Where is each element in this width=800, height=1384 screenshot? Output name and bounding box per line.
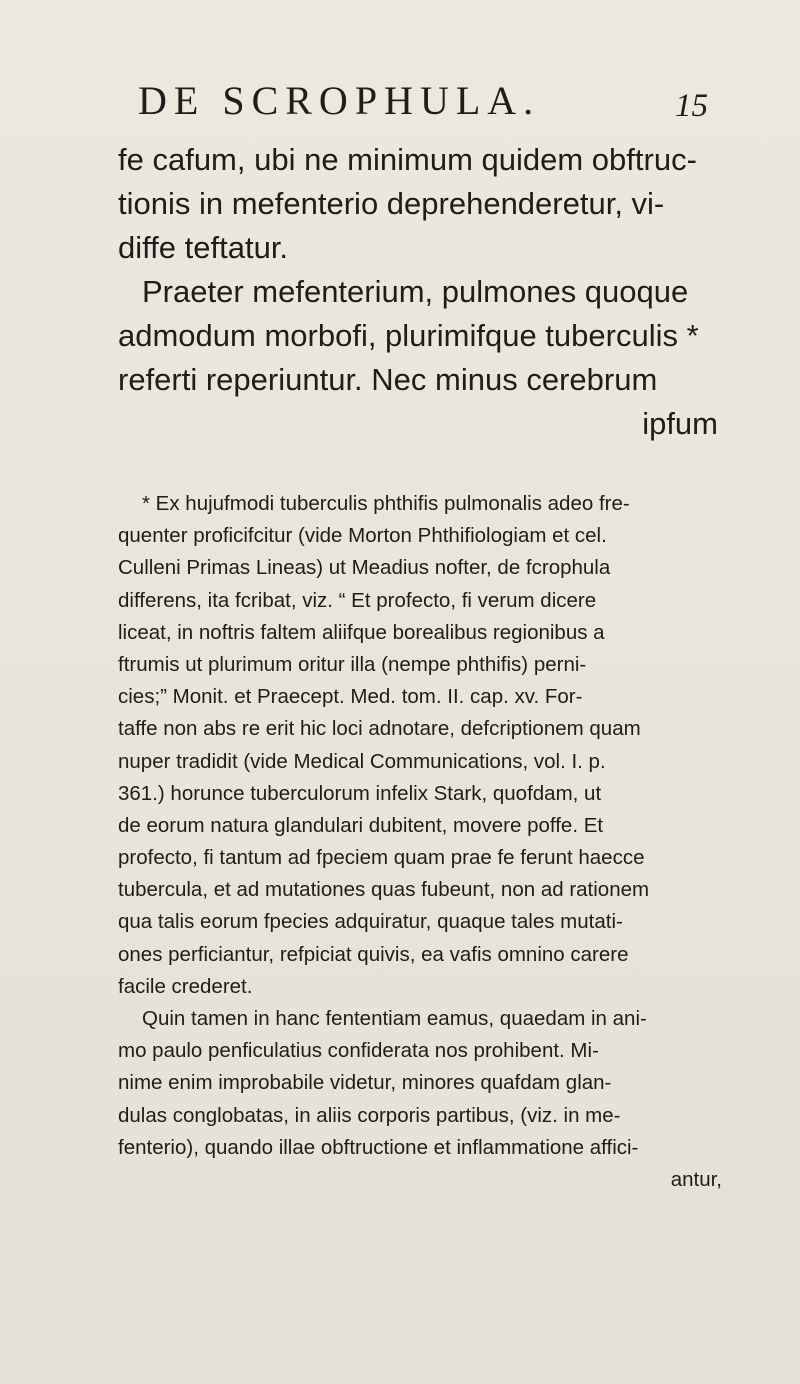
footnote-line: cies;” Monit. et Praecept. Med. tom. II. cap. xv. For- (118, 685, 583, 709)
footnote-line: liceat, in noftris faltem aliifque borealibus regionibus a (118, 620, 605, 644)
footnote-line: quenter proficifcitur (vide Morton Phthifiologiam et cel. (118, 524, 607, 548)
footnote-line: Quin tamen in hanc fententiam eamus, quaedam in ani- (142, 1007, 647, 1030)
footnote-line: * Ex hujufmodi tuberculis phthifis pulmonalis adeo fre- (142, 492, 630, 515)
running-title: DE SCROPHULA. (138, 78, 541, 123)
running-header (138, 76, 708, 126)
footnote-line: nime enim improbabile videtur, minores quafdam glan- (118, 1071, 612, 1095)
footnote-line: nuper tradidit (vide Medical Communications, vol. I. p. (118, 749, 606, 773)
footnote-line: de eorum natura glandulari dubitent, movere poffe. Et (118, 813, 604, 837)
footnote-line: taffe non abs re erit hic loci adnotare, defcriptionem quam (118, 717, 641, 741)
text-line: diffe teftatur. (118, 230, 289, 265)
footnote-line: facile crederet. (118, 974, 253, 998)
text-line: Praeter mefenterium, pulmones quoque (142, 274, 689, 309)
footnote-line: ftrumis ut plurimum oritur illa (nempe phthifis) perni- (118, 652, 587, 676)
footnote-line: profecto, fi tantum ad fpeciem quam prae fe ferunt haecce (118, 846, 645, 870)
footnote-line: tubercula, et ad mutationes quas fubeunt, non ad rationem (118, 878, 650, 902)
footnote-line: dulas conglobatas, in aliis corporis partibus, (viz. in me- (118, 1103, 621, 1127)
text-line: admodum morbofi, plurimifque tuberculis * (118, 318, 699, 353)
main-text-block (118, 138, 718, 446)
text-line: referti reperiuntur. Nec minus cerebrum (118, 362, 658, 397)
footnote-line: qua talis eorum fpecies adquiratur, quaque tales mutati- (118, 910, 623, 934)
text-line: tionis in mefenterio deprehenderetur, vi- (118, 186, 665, 221)
footnote-line: ones perficiantur, refpiciat quivis, ea vafis omnino carere (118, 942, 629, 966)
footnote-line: mo paulo penficulatius confiderata nos prohibent. Mi- (118, 1039, 599, 1063)
footnote-line: 361.) horunce tuberculorum infelix Stark, quofdam, ut (118, 781, 602, 805)
catchword: antur, (670, 1167, 722, 1191)
footnote-block (118, 488, 722, 1196)
footnote-line: fenterio), quando illae obftructione et inflammatione affici- (118, 1135, 639, 1159)
page-number: 15 (675, 88, 708, 124)
text-line: fe cafum, ubi ne minimum quidem obftruc- (118, 142, 697, 177)
catchword: ipfum (642, 406, 718, 441)
footnote-line: Culleni Primas Lineas) ut Meadius nofter, de fcrophula (118, 556, 611, 580)
footnote-line: differens, ita fcribat, viz. “ Et profecto, fi verum dicere (118, 588, 597, 612)
